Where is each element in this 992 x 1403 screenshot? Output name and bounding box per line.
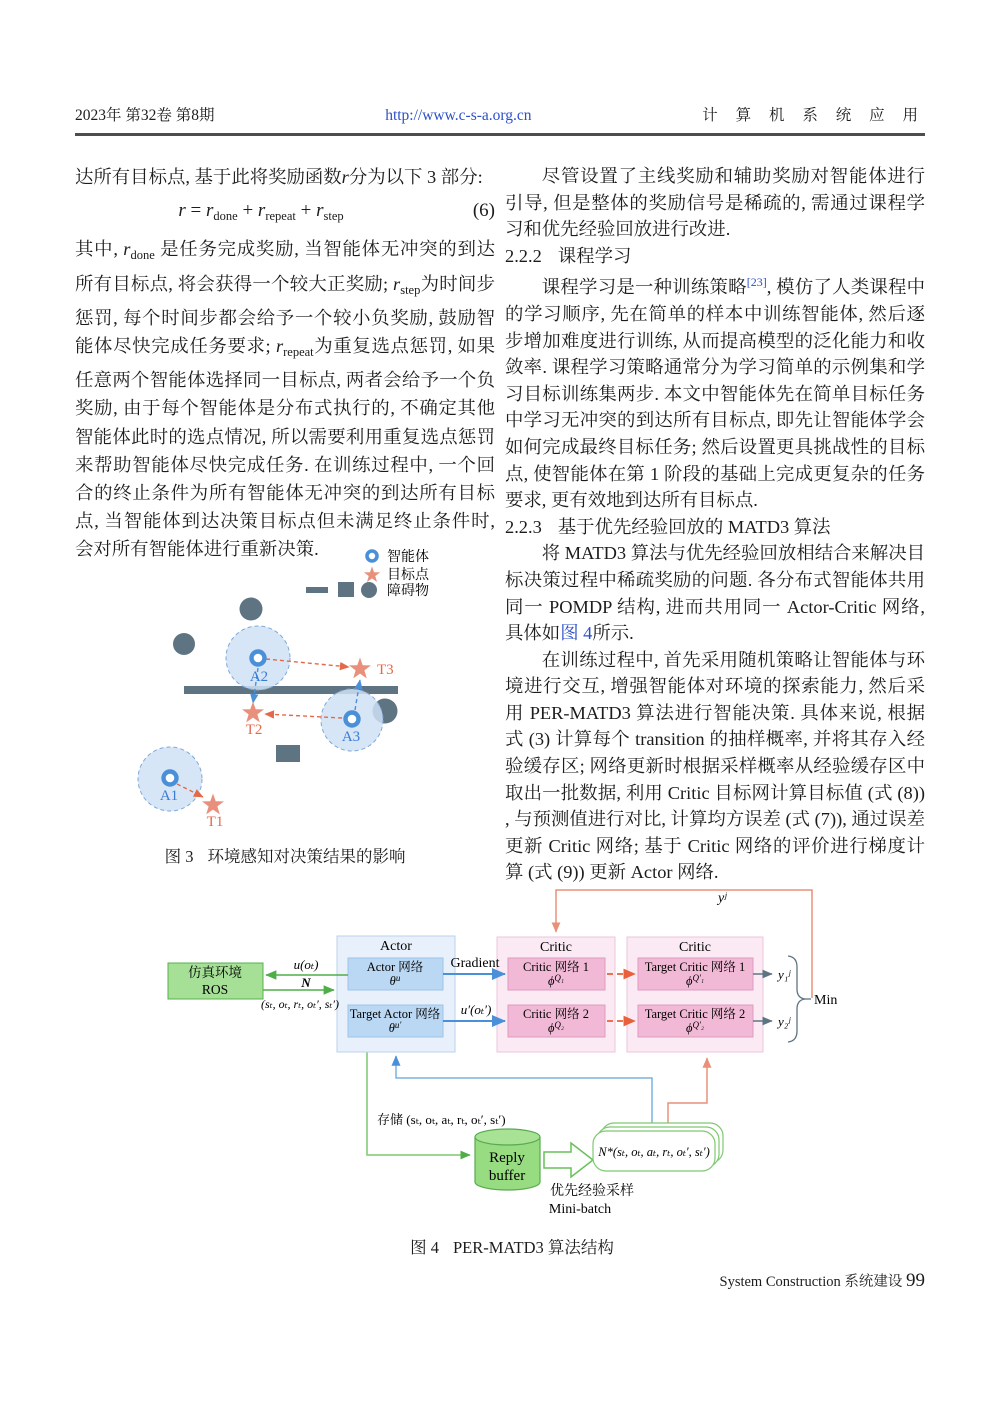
target-t3-label: T3 [377,662,394,678]
replay-buffer-label1: Reply [489,1150,525,1166]
actor-net-label: Actor 网络 [366,960,424,974]
target-critic-net2-param: $\phi^{Q'_2}$ [685,1020,705,1035]
batch-label: N*(sₜ, oₜ, aₜ, rₜ, oₜ′, sₜ′) [598,1145,710,1159]
right-column [505,163,925,886]
figure3-caption: 图 3 环境感知对决策结果的影响 [164,847,406,866]
paragraph-training-process: 在训练过程中, 首先采用随机策略让智能体与环境进行交互, 增强智能体对环境的探索能力, 然后采用 PER-MATD3 算法进行智能决策. 具体来说, 根据式 (3) 计算每个 transition 的抽样概率, 并将其存入经验缓存区; 网络更新时根据采样概率从经验缓存区中取出一批数据, 利用 Critic 目标网计算目标值 (式 (8)) , 与预测值进行对比, 计算均方误差 (式 (7)), 通过误差更新 Critic 网络; 基于 Critic 网络的评价进行梯度计算 (式 (9)) 更新 Actor 网络. [505,649,925,883]
target-actor-net-label: Target Actor 网络 [349,1007,441,1021]
env-tuple-label: (sₜ, oₜ, rₜ, oₜ′, sₜ′) [260,997,340,1011]
agent-a2-icon [252,652,265,665]
critic-net1-label: Critic 网络 1 [523,960,589,974]
left-column [75,163,495,564]
paragraph-matd3-per: 将 MATD3 算法与优先经验回放相结合来解决目标决策过程中稀疏奖励的问题. 各分布式智能体共用同一 POMDP 结构, 进而共用同一 Actor-Critic 网络, 具体如图 4所示. [505,543,925,644]
equation-6 [75,197,495,230]
store-line [367,1052,470,1155]
issue-info: 2023年 第32卷 第8期 [75,107,215,124]
min-brace [788,956,805,1042]
agent-a1-icon [164,772,177,785]
target-actor-net-param: $\theta^{u'}$ [388,1020,402,1035]
critic-net2-param: $\phi^{Q_2}$ [547,1020,565,1035]
target-t3-icon [349,657,371,678]
legend-obstacle-square-icon [338,582,354,597]
store-label: 存储 (sₜ, oₜ, aₜ, rₜ, oₜ′, sₜ′) [377,1112,506,1127]
env-label-line2: ROS [201,982,229,997]
target-t1-icon [202,793,224,814]
obstacle-square [276,745,300,762]
page-header [75,103,925,125]
equation-number: (6) [472,200,495,222]
lead-paragraph: 达所有目标点, 基于此将奖励函数r分为以下 3 部分: [75,167,483,187]
journal-url-link[interactable]: http://www.c-s-a.org.cn [385,107,532,124]
figure3-diagram [93,537,497,839]
legend-target-icon [364,566,380,582]
target-critic-container-title: Critic [679,940,711,955]
header-rule [75,133,925,136]
critic-net1-param: $\phi^{Q_1}$ [547,973,565,988]
target-t2-icon [242,701,264,722]
agent-a1-label: A1 [159,788,179,804]
reference-23-link[interactable]: [23] [746,275,767,290]
equation-body: $r = r_{done} + r_{repeat} + r_{step}$ [178,200,344,224]
y2-label: y₂ʲ [778,1014,791,1029]
replay-buffer-label2: buffer [488,1168,526,1184]
noise-label: N [301,975,311,990]
legend-agent-icon [367,551,377,561]
figure4-link[interactable]: 图 4 [560,623,593,644]
critic-container-title: Critic [540,940,572,955]
legend-obstacle-circle-icon [361,582,377,598]
per-sampling-label: 优先经验采样 [550,1184,634,1199]
target-critic-net1-label: Target Critic 网络 1 [644,960,746,974]
yj-label: yʲ [718,891,727,906]
env-label-line1: 仿真环境 [188,965,242,980]
journal-name: 计 算 机 系 统 应 用 [702,107,925,124]
figure4-diagram [140,872,940,1230]
u-o-prime-label: u′(oₜ′) [460,1002,492,1017]
figure4-caption: 图 4 PER-MATD3 算法结构 [410,1238,614,1257]
obstacle-circle-top [240,598,263,621]
paragraph-sparse-reward: 尽管设置了主线奖励和辅助奖励对智能体进行引导, 但是整体的奖励信号是稀疏的, 需通过课程学习和优先经验回放进行改进. [505,166,925,240]
section-2-2-3: 2.2.3 基于优先经验回放的 MATD3 算法 [505,516,831,537]
figure3-legend [306,548,430,599]
agent-a2-label: A2 [249,669,269,685]
agent-a3-label: A3 [341,729,361,745]
gradient-label: Gradient [450,956,500,971]
page-footer [720,1270,926,1292]
critic-net2-label: Critic 网络 2 [523,1007,589,1021]
y1-label: y₁ʲ [778,967,791,982]
min-label: Min [814,993,838,1008]
footer-section-zh: 系统建设 [844,1274,903,1290]
target-critic-net1-param: $\phi^{Q'_1}$ [685,973,705,988]
replay-buffer-top [475,1129,540,1145]
journal-url-wrap [385,107,531,125]
section-2-2-2: 2.2.2 课程学习 [505,245,632,266]
target-critic-net2-label: Target Critic 网络 2 [644,1007,746,1021]
page-number: 99 [906,1270,925,1291]
actor-net-param: $\theta^u$ [389,973,401,988]
agent-a3-icon [346,713,359,726]
legend-agent-label: 智能体 [387,550,429,565]
actor-container-title: Actor [380,939,412,954]
reward-paragraph: 其中, $r_{done}$ 是任务完成奖励, 当智能体无冲突的到达所有目标点, 将会获得一个较大正奖励; $r_{step}$为时间步惩罚, 每个时间步都会给予一个较小负奖励, 鼓励智能体尽快完成任务要求; $r_{repeat}$为重复选点惩罚, 如果任意两个智能体选择同一目标点, 两者会给予一个负奖励, 由于每个智能体是分布式执行的, 不确定其他智能体此时的选点情况, 所以需要利用重复选点惩罚来帮助智能体尽快完成任务. 在训练过程中, 一个回合的终止条件为所有智能体无冲突的到达所有目标点, 当智能体到达决策目标点但未满足终止条件时, 会对所有智能体进行重新决策. [75,239,495,560]
footer-section-en: System Construction [719,1274,841,1290]
target-t2-label: T2 [245,722,263,738]
sampling-arrow [544,1143,593,1177]
target-t1-label: T1 [206,814,224,830]
u-o-label: u(oₜ) [293,957,319,972]
legend-obstacle-label: 障碍物 [387,584,429,599]
obstacle-circle-left [173,633,195,655]
minibatch-label: Mini-batch [548,1202,612,1217]
legend-obstacle-bar-icon [306,587,328,593]
paragraph-curriculum: 课程学习是一种训练策略[23], 模仿了人类课程中的学习顺序, 先在简单的样本中训练智能体, 然后逐步增加难度进行训练, 从而提高模型的泛化能力和收敛率. 课程学习策略通常分为学习简单的示例集和学习目标训练集两步. 本文中智能体先在简单目标任务中学习无冲突的到达所有目标点, 即先让智能体学会如何完成最终目标任务; 然后设置更具挑战性的目标点, 使智能体在第 1 阶段的基础上完成更复杂的任务要求, 更有效地到达所有目标点. [505,275,925,511]
legend-target-label: 目标点 [387,568,429,583]
